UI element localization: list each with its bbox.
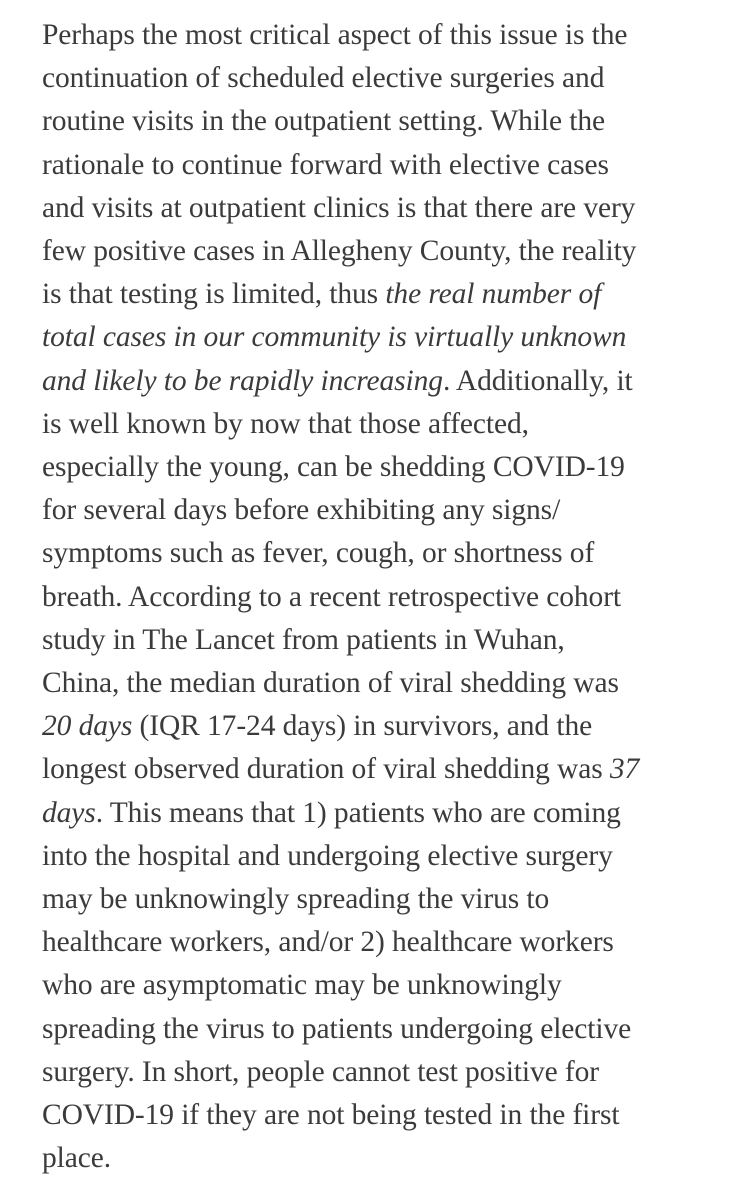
body-text: . This means that 1) patients who are coming <box>95 796 621 829</box>
italic-text: 20 days <box>42 710 133 743</box>
paragraph-line <box>42 446 710 489</box>
body-text: may be unknowingly spreading the virus to <box>42 883 550 916</box>
body-text: continuation of scheduled elective surgeries and <box>42 62 605 95</box>
paragraph-line <box>42 576 710 619</box>
body-text: healthcare workers, and/or 2) healthcare workers <box>42 926 614 959</box>
paragraph-line <box>42 662 710 705</box>
italic-text: 37 <box>609 753 640 786</box>
body-text: China, the median duration of viral shedding was <box>42 667 619 700</box>
paragraph-line <box>42 878 710 921</box>
body-text: COVID-19 if they are not being tested in the first <box>42 1099 620 1132</box>
body-text: study in The Lancet from patients in Wuhan, <box>42 623 565 656</box>
body-text: who are asymptomatic may be unknowingly <box>42 969 562 1002</box>
body-text: into the hospital and undergoing elective surgery <box>42 839 613 872</box>
body-text: few positive cases in Allegheny County, the reality <box>42 235 637 268</box>
paragraph-line <box>42 964 710 1007</box>
body-text: routine visits in the outpatient setting. While the <box>42 105 605 138</box>
paragraph-line <box>42 14 710 57</box>
body-text: is well known by now that those affected, <box>42 407 529 440</box>
paragraph-line <box>42 273 710 316</box>
paragraph-line <box>42 100 710 143</box>
body-text: surgery. In short, people cannot test positive for <box>42 1055 600 1088</box>
paragraph-line <box>42 705 710 748</box>
italic-text: days <box>42 796 96 829</box>
paragraph-line <box>42 230 710 273</box>
italic-text: and likely to be rapidly increasing <box>42 364 443 397</box>
paragraph-line <box>42 792 710 835</box>
paragraph-line <box>42 360 710 403</box>
paragraph-line <box>42 1008 710 1051</box>
paragraph-line <box>42 187 710 230</box>
paragraph-line <box>42 403 710 446</box>
body-text: is that testing is limited, thus <box>42 278 386 311</box>
paragraph-line <box>42 532 710 575</box>
body-text: breath. According to a recent retrospective cohort <box>42 580 622 613</box>
body-text: especially the young, can be shedding COVID-19 <box>42 451 625 484</box>
paragraph-line <box>42 489 710 532</box>
paragraph-line <box>42 619 710 662</box>
body-text: . Additionally, it <box>442 364 633 397</box>
body-text: symptoms such as fever, cough, or shortness of <box>42 537 595 570</box>
paragraph-line <box>42 1051 710 1094</box>
italic-text: total cases in our community is virtually unknown <box>42 321 627 354</box>
body-text: spreading the virus to patients undergoing elective <box>42 1012 632 1045</box>
body-text: rationale to continue forward with elective cases <box>42 148 609 181</box>
paragraph-line <box>42 316 710 359</box>
paragraph-line <box>42 57 710 100</box>
body-text: Perhaps the most critical aspect of this issue is the <box>42 19 628 51</box>
paragraph-line <box>42 748 710 791</box>
paragraph-line <box>42 144 710 187</box>
body-text: place. <box>42 1142 112 1175</box>
paragraph-line <box>42 921 710 964</box>
italic-text: the real number of <box>385 278 602 311</box>
body-text: longest observed duration of viral shedding was <box>42 753 610 786</box>
body-paragraph <box>42 14 710 1180</box>
body-text: and visits at outpatient clinics is that there are very <box>42 191 636 224</box>
body-text: for several days before exhibiting any signs/ <box>42 494 561 527</box>
paragraph-line <box>42 835 710 878</box>
paragraph-line <box>42 1094 710 1137</box>
paragraph-line <box>42 1137 710 1180</box>
body-text: (IQR 17-24 days) in survivors, and the <box>132 710 593 743</box>
